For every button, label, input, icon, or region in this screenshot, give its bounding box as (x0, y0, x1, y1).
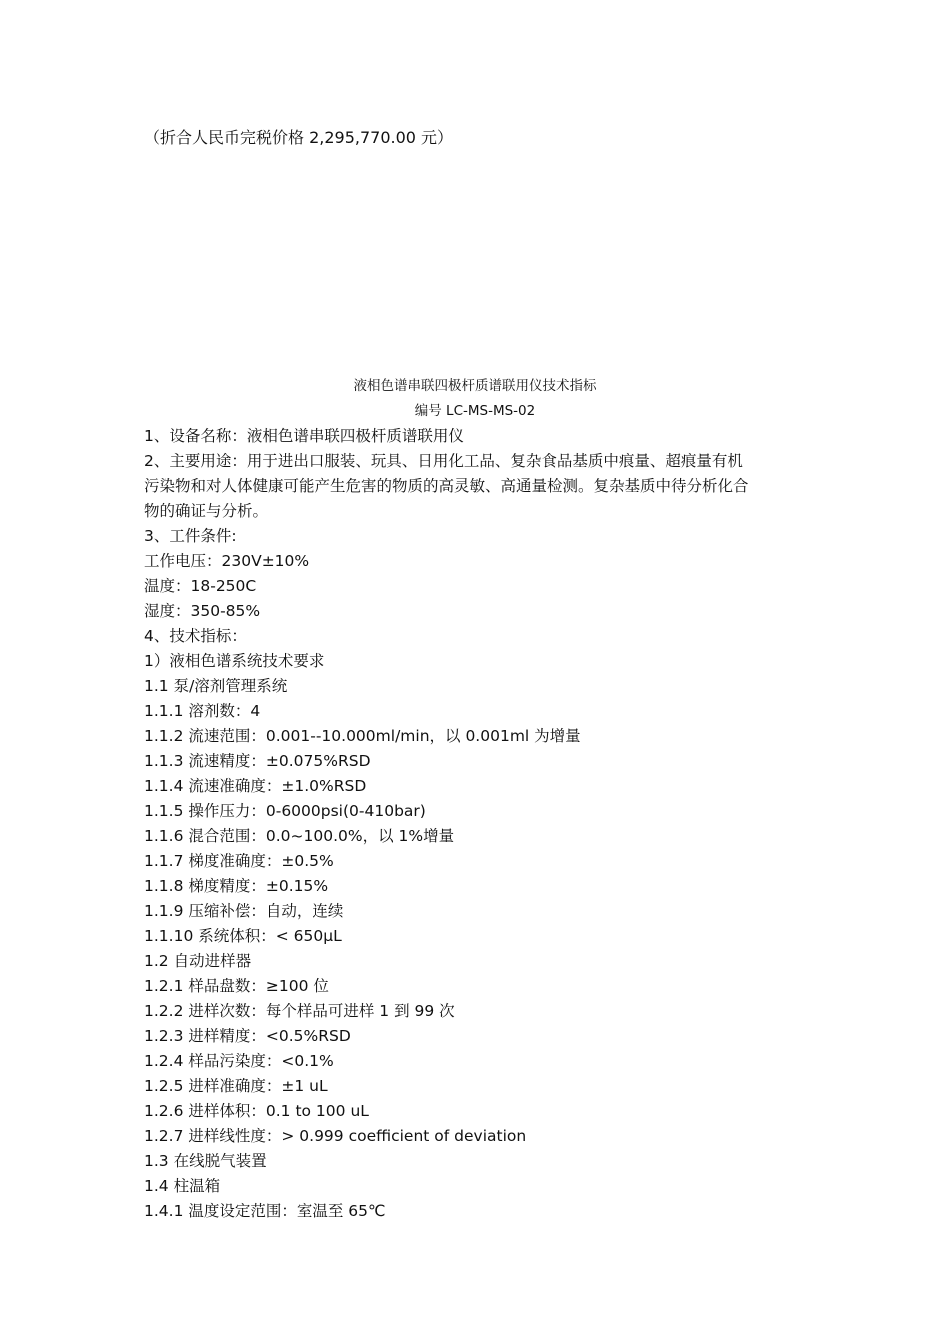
text-line: 污染物和对人体健康可能产生危害的物质的高灵敏、高通量检测。复杂基质中待分析化合 (144, 477, 749, 495)
text-line: 1.1.10 系统体积：< 650μL (144, 927, 342, 945)
text-line: 1.2 自动进样器 (144, 952, 252, 970)
text-line: 1.1.1 溶剂数：4 (144, 702, 261, 720)
text-line: 1.1.2 流速范围：0.001--10.000ml/min，以 0.001ml 为增量 (144, 727, 581, 745)
text-line: 湿度：350-85% (144, 602, 261, 620)
text-line: 1.2.6 进样体积：0.1 to 100 uL (144, 1102, 369, 1120)
document-code: 编号 LC-MS-MS-02 (414, 403, 536, 419)
text-line: 1.1.3 流速精度：±0.075%RSD (144, 752, 371, 770)
text-line: 1）液相色谱系统技术要求 (144, 652, 325, 670)
text-line: 1.3 在线脱气装置 (144, 1152, 267, 1170)
text-line: 1.1.5 操作压力：0-6000psi(0-410bar) (144, 802, 426, 820)
text-line: 1.1.8 梯度精度：±0.15% (144, 877, 329, 895)
text-line: 1.2.1 样品盘数：≥100 位 (144, 977, 329, 995)
text-line: 1.1.6 混合范围：0.0~100.0%，以 1%增量 (144, 827, 455, 845)
text-line: 1.2.2 进样次数：每个样品可进样 1 到 99 次 (144, 1002, 455, 1020)
text-line: 1.2.3 进样精度：<0.5%RSD (144, 1027, 351, 1045)
text-line: 1.1 泵/溶剂管理系统 (144, 677, 288, 695)
text-line: 3、工件条件: (144, 527, 237, 545)
text-line: 1.2.5 进样准确度：±1 uL (144, 1077, 328, 1095)
spec-body (144, 424, 814, 1224)
price-note: （折合人民币完税价格 2,295,770.00 元） (144, 128, 454, 147)
text-line: 1.2.7 进样线性度：> 0.999 coefficient of deviation (144, 1127, 527, 1145)
text-line: 物的确证与分析。 (144, 502, 269, 520)
text-line: 1.4 柱温箱 (144, 1177, 221, 1195)
text-line: 温度：18-250C (144, 577, 257, 595)
text-line: 1.1.4 流速准确度：±1.0%RSD (144, 777, 367, 795)
text-line: 1.1.9 压缩补偿：自动，连续 (144, 902, 344, 920)
text-line: 2、主要用途：用于进出口服装、玩具、日用化工品、复杂食品基质中痕量、超痕量有机 (144, 452, 743, 470)
document-title: 液相色谱串联四极杆质谱联用仪技术指标 (353, 378, 597, 394)
text-line: 1、设备名称：液相色谱串联四极杆质谱联用仪 (144, 427, 464, 445)
text-line: 1.1.7 梯度准确度：±0.5% (144, 852, 334, 870)
text-line: 1.4.1 温度设定范围：室温至 65℃ (144, 1202, 386, 1220)
text-line: 4、技术指标： (144, 627, 247, 645)
text-line: 工作电压：230V±10% (144, 552, 310, 570)
text-line: 1.2.4 样品污染度：<0.1% (144, 1052, 334, 1070)
